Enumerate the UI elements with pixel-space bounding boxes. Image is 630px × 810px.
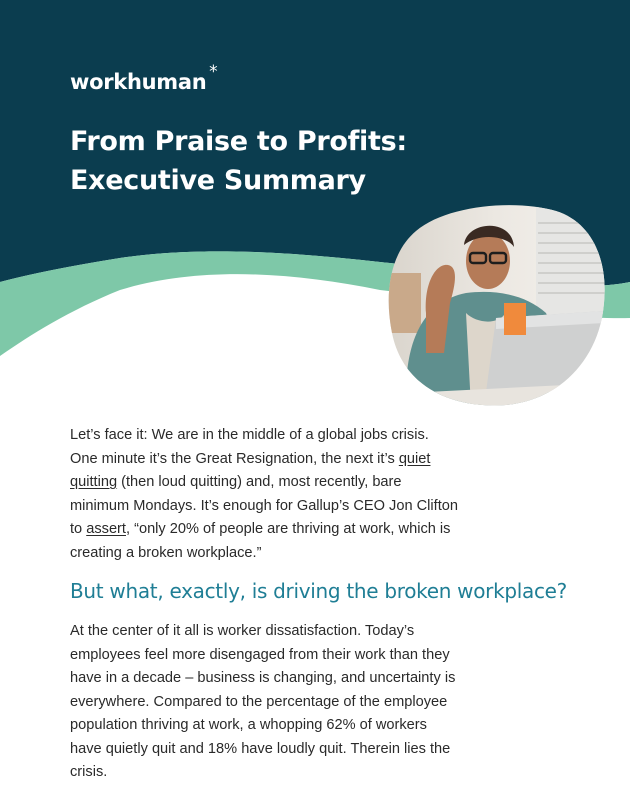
intro-text-3: , “only 20% of people are thriving at work, which is creating a broken workplace.” — [70, 521, 451, 561]
title-line-1: From Praise to Profits: — [70, 126, 407, 157]
page-title — [70, 122, 407, 200]
intro-text-2: (then loud quitting) and, most recently, bare minimum Mondays. It’s enough for Gallup’s CEO Jon Clifton to — [70, 474, 458, 537]
section-heading: But what, exactly, is driving the broken workplace? — [70, 579, 567, 603]
article-content — [70, 424, 567, 785]
logo-text: workhuman — [70, 70, 207, 94]
intro-paragraph — [70, 424, 460, 565]
assert-link[interactable]: assert — [86, 521, 126, 537]
logo-asterisk-icon: * — [209, 62, 218, 82]
hero-photo — [386, 203, 606, 407]
title-line-2: Executive Summary — [70, 165, 366, 196]
quiet-quitting-link[interactable]: quiet quitting — [70, 450, 431, 490]
section-paragraph: At the center of it all is worker dissatisfaction. Today’s employees feel more disengaged from their work than they have in a decade – business is changing, and uncertainty is everywhere. Compared to the percentage of the employee population thriving at work, a whopping 62% of workers have quietly quit and 18% have loudly quit. Therein lies the crisis. — [70, 623, 456, 780]
intro-text-1: Let’s face it: We are in the middle of a global jobs crisis. One minute it’s the Great Resignation, the next it’s — [70, 427, 429, 467]
workhuman-logo — [70, 62, 218, 94]
